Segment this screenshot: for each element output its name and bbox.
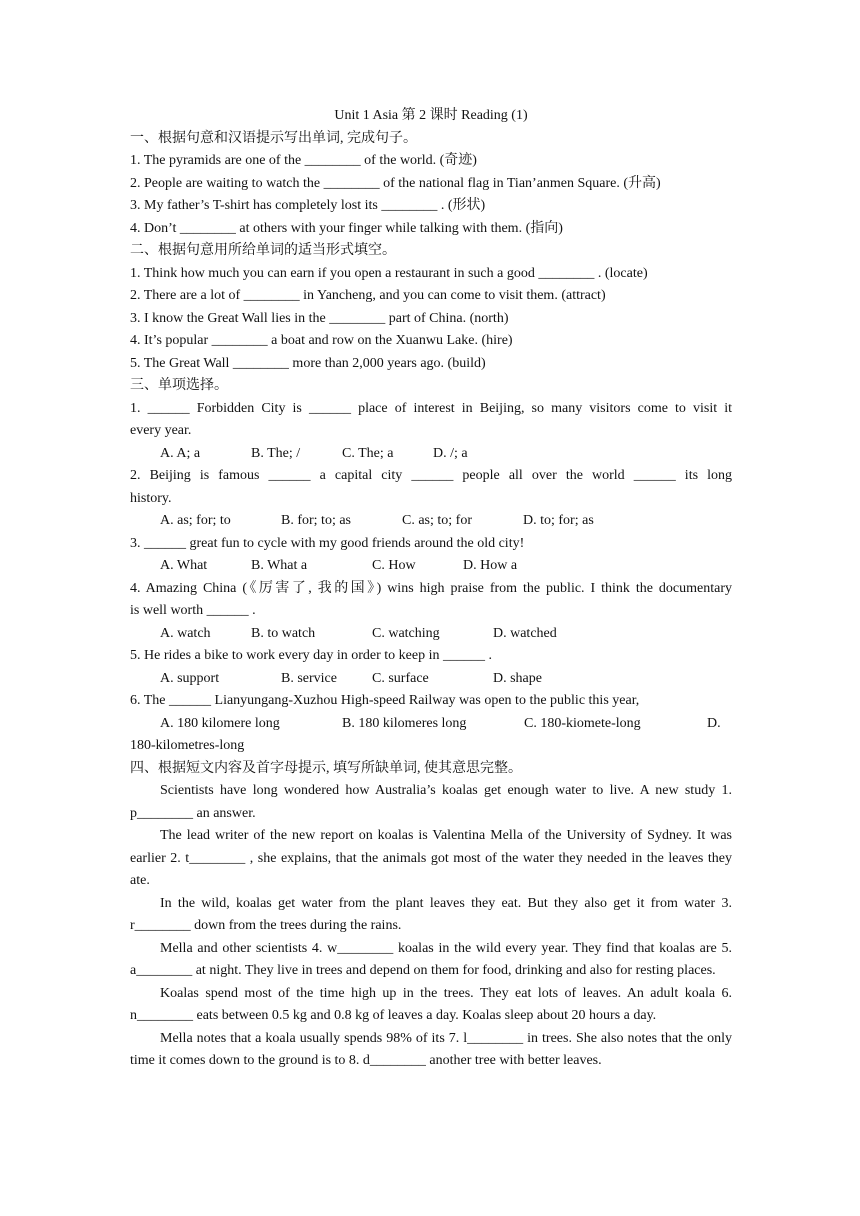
option-a: A. What xyxy=(160,558,208,573)
section1-item: 4. Don’t ________ at others with your finger while talking with them. (指向) xyxy=(130,220,563,236)
section2-item: 1. Think how much you can earn if you open a restaurant in such a good ________ . (locate) xyxy=(130,265,648,281)
section1-item: 2. People are waiting to watch the ________ of the national flag in Tian’anmen Square. (升高) xyxy=(130,175,661,191)
option-b: B. What a xyxy=(251,558,308,573)
option-b: B. service xyxy=(281,670,337,686)
option-a: A. as; for; to xyxy=(160,513,231,528)
option-b: B. for; to; as xyxy=(281,513,351,528)
passage-paragraph: Scientists have long wondered how Australia’s koalas get enough water to live. A new study 1. p________ an answer. xyxy=(130,783,732,821)
question-2-options xyxy=(130,510,732,533)
worksheet-content xyxy=(130,105,732,1073)
question-4-options xyxy=(130,623,732,646)
option-d: D. to; for; as xyxy=(523,513,594,528)
section2-item: 3. I know the Great Wall lies in the ________ part of China. (north) xyxy=(130,310,509,326)
option-a: A. watch xyxy=(160,625,211,641)
question-6-options xyxy=(130,713,732,736)
passage-paragraph: In the wild, koalas get water from the plant leaves they eat. But they also get it from water 3. r________ down from the trees during the rains. xyxy=(130,895,732,933)
option-a: A. A; a xyxy=(160,445,201,461)
question-2-stem: 2. Beijing is famous ______ a capital city ______ people all over the world ______ its long xyxy=(130,468,732,483)
option-d: D. xyxy=(707,715,721,731)
section3-heading: 三、单项选择。 xyxy=(130,378,228,393)
option-d: D. shape xyxy=(493,670,542,686)
passage-paragraph: Mella and other scientists 4. w________ koalas in the wild every year. They find that koalas are 5. a________ at night. They live in trees and depend on them for food, drinking and also for resting places. xyxy=(130,940,732,978)
option-d: D. watched xyxy=(493,625,557,641)
option-a: A. support xyxy=(160,670,220,686)
section1-item: 3. My father’s T-shirt has completely lost its ________ . (形状) xyxy=(130,198,486,213)
section2-item: 5. The Great Wall ________ more than 2,000 years ago. (build) xyxy=(130,355,486,371)
question-6-stem: 6. The ______ Lianyungang-Xuzhou High-speed Railway was open to the public this year, xyxy=(130,693,640,708)
question-3-stem: 3. ______ great fun to cycle with my good friends around the old city! xyxy=(130,535,525,551)
question-2-stem-cont: history. xyxy=(130,490,172,506)
question-1-options xyxy=(130,443,732,466)
option-c: C. The; a xyxy=(342,445,394,461)
option-c: C. watching xyxy=(372,625,440,641)
option-b: B. The; / xyxy=(251,445,301,461)
question-6-option-d-cont: 180-kilometres-long xyxy=(130,738,245,753)
section2-heading: 二、根据句意用所给单词的适当形式填空。 xyxy=(130,243,396,258)
option-d: D. /; a xyxy=(433,445,468,461)
question-4-stem-cont: is well worth ______ . xyxy=(130,603,256,618)
question-5-options xyxy=(130,668,732,691)
option-c: C. 180-kiomete-long xyxy=(524,715,641,731)
option-b: B. 180 kilomeres long xyxy=(342,715,467,731)
section1-item: 1. The pyramids are one of the ________ of the world. (奇迹) xyxy=(130,153,477,168)
option-c: C. as; to; for xyxy=(402,513,472,528)
question-1-stem-cont: every year. xyxy=(130,423,192,438)
passage-paragraph: The lead writer of the new report on koalas is Valentina Mella of the University of Sydney. It was earlier 2. t________ , she explains, that the animals got most of the water they needed in the leaves they ate. xyxy=(130,828,732,888)
page-title: Unit 1 Asia 第 2 课时 Reading (1) xyxy=(334,108,528,123)
question-1-stem: 1. ______ Forbidden City is ______ place of interest in Beijing, so many visitors come to visit it xyxy=(130,400,732,416)
section4-heading: 四、根据短文内容及首字母提示, 填写所缺单词, 使其意思完整。 xyxy=(130,760,522,776)
passage-paragraph: Koalas spend most of the time high up in the trees. They eat lots of leaves. An adult koala 6. n________ eats between 0.5 kg and 0.8 kg of leaves a day. Koalas sleep about 20 hours a day. xyxy=(130,985,732,1023)
option-a: A. 180 kilomere long xyxy=(160,715,280,731)
option-c: C. surface xyxy=(372,670,429,686)
option-d: D. How a xyxy=(463,558,518,573)
question-3-options xyxy=(130,555,732,578)
section2-item: 2. There are a lot of ________ in Yancheng, and you can come to visit them. (attract) xyxy=(130,288,606,303)
option-b: B. to watch xyxy=(251,625,316,641)
section2-item: 4. It’s popular ________ a boat and row on the Xuanwu Lake. (hire) xyxy=(130,333,513,348)
section1-heading: 一、根据句意和汉语提示写出单词, 完成句子。 xyxy=(130,130,417,146)
option-c: C. How xyxy=(372,558,416,573)
question-4-stem: 4. Amazing China (《厉害了, 我的国》) wins high praise from the public. I think the documentary xyxy=(130,580,732,596)
passage-paragraph: Mella notes that a koala usually spends 98% of its 7. l________ in trees. She also notes that the only time it comes down to the ground is to 8. d________ another tree with better leaves. xyxy=(130,1030,732,1068)
question-5-stem: 5. He rides a bike to work every day in order to keep in ______ . xyxy=(130,648,492,663)
